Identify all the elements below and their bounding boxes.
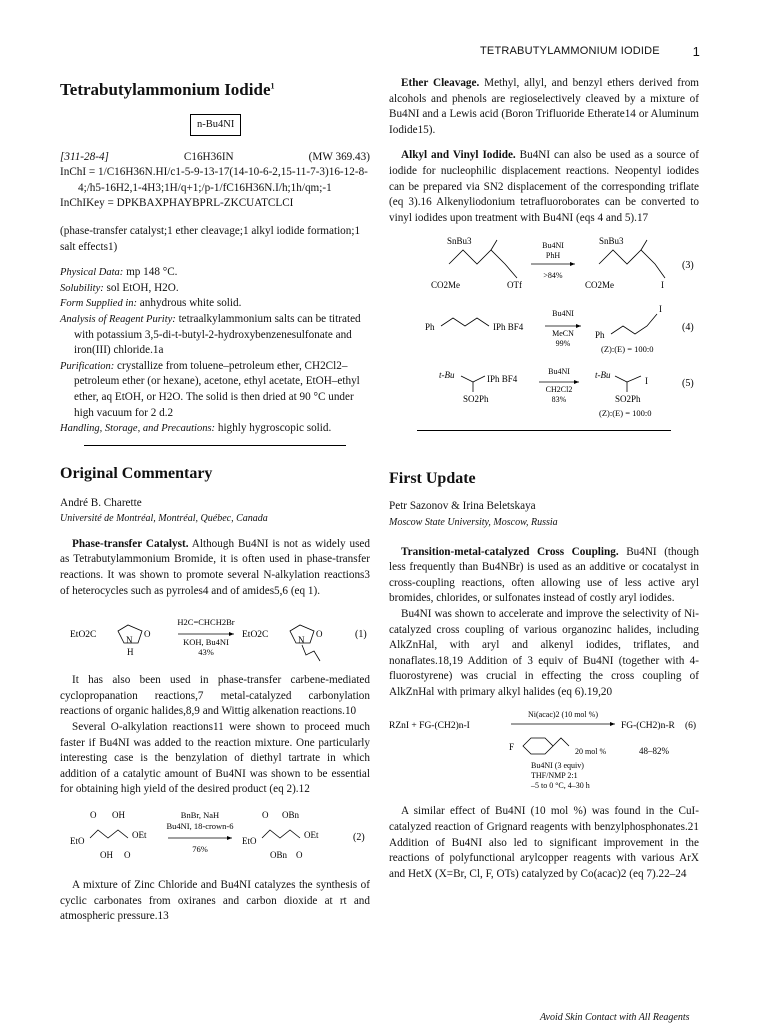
equation-4 xyxy=(389,302,699,356)
reagent-properties xyxy=(60,265,370,437)
equation-6 xyxy=(389,708,699,790)
affiliation: Moscow State University, Moscow, Russia xyxy=(389,516,558,528)
equation-3 xyxy=(389,234,699,294)
svg-text:I: I xyxy=(659,304,662,315)
uses-line: (phase-transfer catalyst;1 ether cleavage;1 alkyl iodide formation;1 salt effects1) xyxy=(60,224,361,253)
svg-text:EtO: EtO xyxy=(70,836,85,846)
equation-3-scheme xyxy=(389,234,699,294)
svg-text:I: I xyxy=(661,280,664,291)
svg-text:Ph: Ph xyxy=(595,330,605,341)
svg-text:EtO: EtO xyxy=(242,836,257,846)
svg-text:>84%: >84% xyxy=(543,271,563,281)
page-number: 1 xyxy=(692,44,700,59)
property-analysis: Analysis of Reagent Purity: tetraalkylammonium salts can be titrated with potassium 3,5-di-t-butyl-2-hydroxybenzenesulfonate and iron(III) chloride.1a xyxy=(60,312,361,357)
paragraph-cyclic-carbonates: A mixture of Zinc Chloride and Bu4NI catalyzes the synthesis of cyclic carbonates from oxiranes and carbon dioxide at rt and atmospheric pressure.13 xyxy=(60,879,370,923)
molecular-formula: C16H36IN xyxy=(183,150,234,163)
svg-text:SnBu3: SnBu3 xyxy=(447,236,472,247)
svg-text:OEt: OEt xyxy=(132,830,147,840)
equation-1-scheme xyxy=(60,607,370,665)
svg-text:–5 to 0 °C, 4–30 h: –5 to 0 °C, 4–30 h xyxy=(531,781,590,791)
svg-text:FG-(CH2)n-R: FG-(CH2)n-R xyxy=(621,721,675,732)
equation-2-scheme xyxy=(60,806,370,870)
author: Petr Sazonov & Irina Beletskaya xyxy=(389,500,536,513)
author: André B. Charette xyxy=(60,496,142,509)
svg-text:IPh BF4: IPh BF4 xyxy=(493,322,524,333)
svg-text:(1): (1) xyxy=(355,629,367,641)
svg-text:MeCN: MeCN xyxy=(552,329,574,339)
svg-text:OBn: OBn xyxy=(270,850,288,860)
svg-text:CO2Me: CO2Me xyxy=(585,280,614,291)
equation-2 xyxy=(60,806,370,870)
svg-text:CO2Me: CO2Me xyxy=(431,280,460,291)
original-commentary-heading: Original Commentary xyxy=(60,464,213,482)
svg-text:Ph: Ph xyxy=(425,322,435,333)
svg-text:t-Bu: t-Bu xyxy=(439,370,455,381)
svg-text:(Z):(E) = 100:0: (Z):(E) = 100:0 xyxy=(599,408,652,419)
svg-text:KOH, Bu4NI: KOH, Bu4NI xyxy=(183,637,229,648)
svg-text:O: O xyxy=(296,850,303,860)
svg-text:EtO2C: EtO2C xyxy=(242,630,269,641)
svg-text:BnBr, NaH: BnBr, NaH xyxy=(180,810,220,820)
svg-text:O: O xyxy=(124,850,131,860)
property-purification: Purification: crystallize from toluene–petroleum ether, CH2Cl2–petroleum ether (or hexane), acetone, ethyl acetate, EtOH–ethyl ether, aq EtOH, or H2O. The solid is then dried at 90 °C under high vacuum for 2 d.2 xyxy=(60,359,360,419)
first-update-heading: First Update xyxy=(389,470,476,488)
svg-text:N: N xyxy=(126,635,133,646)
svg-text:Bu4NI (3 equiv): Bu4NI (3 equiv) xyxy=(531,761,584,771)
svg-text:(3): (3) xyxy=(682,260,694,272)
cas-number: [311-28-4] xyxy=(60,150,109,163)
svg-text:Ni(acac)2 (10 mol %): Ni(acac)2 (10 mol %) xyxy=(528,710,598,720)
equation-5-scheme xyxy=(389,364,699,420)
svg-text:Bu4NI: Bu4NI xyxy=(542,241,564,251)
svg-text:CH2Cl2: CH2Cl2 xyxy=(545,385,573,395)
paragraph-cu-catalyzed: A similar effect of Bu4NI (10 mol %) was found in the CuI-catalyzed reaction of Grignard reagents with benzylphosphonates.21 Addition of Bu4NI also led to significant improvement in the reactions of polyfunctional arylcopper reagents with various ArX and HetX (X=Br, Cl, F, OTs) catalyzed by Co(acac)2 (eq 7).22–24 xyxy=(389,805,699,880)
section-divider xyxy=(84,445,346,446)
svg-text:(4): (4) xyxy=(682,322,694,334)
paragraph-phase-transfer: Phase-transfer Catalyst. Although Bu4NI is not as widely used as Tetrabutylammonium Bromide, it is often used in phase-transfer reactions. It was shown to promote several N-alkylation reactions3 of heterocycles such as pyrroles4 and of amides5,6 (eq 1). xyxy=(60,537,370,597)
svg-text:(6): (6) xyxy=(685,721,697,732)
property-form-supplied: Form Supplied in: anhydrous white solid. xyxy=(60,297,242,310)
svg-text:83%: 83% xyxy=(551,395,567,405)
svg-text:99%: 99% xyxy=(555,339,571,349)
svg-text:H2C=CHCH2Br: H2C=CHCH2Br xyxy=(177,617,235,628)
svg-text:O: O xyxy=(262,810,269,820)
running-header xyxy=(480,44,700,60)
structure-label: n-Bu4NI xyxy=(190,114,241,136)
svg-text:OEt: OEt xyxy=(304,830,319,840)
svg-text:OH: OH xyxy=(112,810,125,820)
equation-6-scheme xyxy=(389,708,699,790)
svg-text:PhH: PhH xyxy=(545,251,561,261)
svg-text:I: I xyxy=(645,376,648,387)
equation-4-scheme xyxy=(389,302,699,356)
paragraph-ni-catalyzed: Bu4NI was shown to accelerate and improve the selectivity of Ni-catalyzed cross coupling of various organozinc halides, including AlkZnHal, with aryl and alkenyl iodides, triflates, and nonaflates.18,19 Addition of 3 equiv of Bu4NI (together with 4-fluorostyrene) was crucial in effecting the cross coupling of AlkZnHal with primary alkyl halides (eq 6).19,20 xyxy=(389,607,699,698)
svg-text:SnBu3: SnBu3 xyxy=(599,236,624,247)
svg-text:O: O xyxy=(90,810,97,820)
equation-1 xyxy=(60,607,370,665)
svg-text:IPh BF4: IPh BF4 xyxy=(487,374,518,385)
svg-text:t-Bu: t-Bu xyxy=(595,370,611,381)
property-physical-data: Physical Data: mp 148 °C. xyxy=(60,266,178,279)
paragraph-alkyl-vinyl-iodide: Alkyl and Vinyl Iodide. Bu4NI can also be used as a source of iodide for nucleophilic displacement reactions. Neopentyl iodides can be prepared via SN2 displacement of the corresponding triflate (eq 3).16 Alkenyliodonium tetrafluoroborates can be converted to vinyl iodides upon treatment with Bu4NI (eqs 4 and 5).17 xyxy=(389,149,700,224)
svg-text:76%: 76% xyxy=(192,844,208,854)
svg-text:Bu4NI, 18-crown-6: Bu4NI, 18-crown-6 xyxy=(166,821,234,831)
equation-5 xyxy=(389,364,699,420)
svg-text:O: O xyxy=(316,629,323,640)
property-handling: Handling, Storage, and Precautions: highly hygroscopic solid. xyxy=(60,422,332,435)
svg-text:20 mol %: 20 mol % xyxy=(575,747,607,757)
svg-text:EtO2C: EtO2C xyxy=(70,630,97,641)
inchikey: InChIKey = DPKBAXPHAYBPRL-ZKCUATCLCI xyxy=(60,197,294,210)
inchi: InChI = 1/C16H36N.HI/c1-5-9-13-17(14-10-6-2,15-11-7-3)16-12-8-4;/h5-16H2,1-4H3;1H/q+1;/p-1/fC16H36N.I/h;1h/qm;-1 xyxy=(60,166,368,194)
paragraph-cross-coupling: Transition-metal-catalyzed Cross Coupling. Bu4NI (though less frequently than Bu4NBr) is used as an additive or cocatalyst in cross-coupling reactions, often allowing use of less active aryl bromides, chlorides, or sulfonates instead of costly aryl iodides. xyxy=(389,545,699,605)
svg-text:Bu4NI: Bu4NI xyxy=(552,309,574,319)
svg-text:OBn: OBn xyxy=(282,810,300,820)
svg-text:(Z):(E) = 100:0: (Z):(E) = 100:0 xyxy=(601,344,654,355)
svg-text:OTf: OTf xyxy=(507,280,522,291)
svg-text:SO2Ph: SO2Ph xyxy=(615,394,641,405)
left-column xyxy=(60,72,370,925)
affiliation: Université de Montréal, Montréal, Québec, Canada xyxy=(60,513,268,525)
svg-text:THF/NMP 2:1: THF/NMP 2:1 xyxy=(531,771,578,781)
svg-text:H: H xyxy=(127,647,134,658)
svg-text:N: N xyxy=(298,635,305,646)
svg-text:48–82%: 48–82% xyxy=(639,746,669,757)
paragraph-ether-cleavage: Ether Cleavage. Methyl, allyl, and benzyl ethers derived from alcohols and phenols are regioselectively cleaved by a mixture of Bu4NI and a Lewis acid (Boron Trifluoride Etherate14 or Aluminum Iodide15). xyxy=(389,77,700,136)
article-title: Tetrabutylammonium Iodide$^1$ xyxy=(60,80,275,99)
svg-text:O: O xyxy=(144,629,151,640)
right-column xyxy=(389,72,699,882)
section-divider xyxy=(417,430,671,431)
svg-text:(5): (5) xyxy=(682,378,694,390)
svg-text:F: F xyxy=(509,742,515,753)
property-solubility: Solubility: sol EtOH, H2O. xyxy=(60,281,179,294)
page-footer: Avoid Skin Contact with All Reagents xyxy=(540,1012,690,1023)
running-title: TETRABUTYLAMMONIUM IODIDE xyxy=(480,45,660,57)
svg-text:(2): (2) xyxy=(353,832,365,843)
molecular-weight: (MW 369.43) xyxy=(308,150,370,163)
svg-text:Bu4NI: Bu4NI xyxy=(548,367,570,377)
paragraph-cyclopropanation: It has also been used in phase-transfer carbene-mediated cyclopropanation reactions,7 metal-catalyzed carbonylation reactions of organic halides,8,9 and Wittig alkenation reactions.10 xyxy=(60,674,370,718)
identifier-row xyxy=(60,150,370,166)
paragraph-o-alkylation: Several O-alkylation reactions11 were shown to proceed much faster if Bu4NI was added to the reaction mixture. One particularly interesting case is the benzylation of diethyl tartrate in which addition of a catalytic amount of Bu4NI was shown to be essential for obtaining high yield of the desired product (eq 2).12 xyxy=(60,721,370,796)
svg-text:OH: OH xyxy=(100,850,113,860)
svg-text:RZnI + FG-(CH2)n-I: RZnI + FG-(CH2)n-I xyxy=(389,721,470,732)
svg-text:43%: 43% xyxy=(198,647,214,658)
svg-text:SO2Ph: SO2Ph xyxy=(463,394,489,405)
